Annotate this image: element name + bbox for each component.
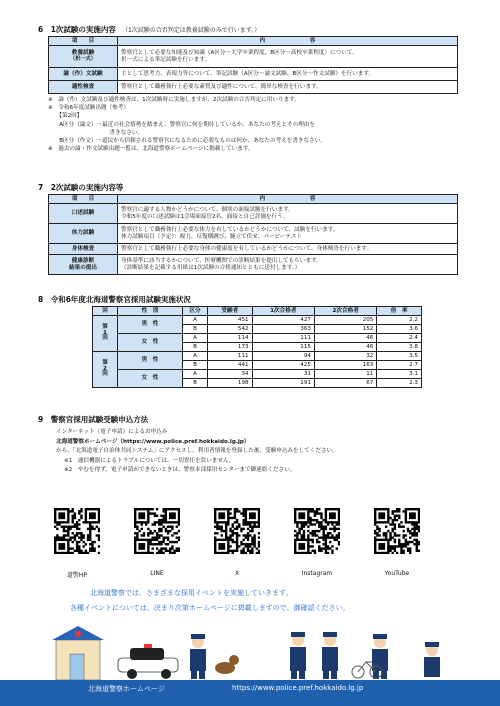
table-header: 1次合格者 <box>252 307 314 316</box>
table-row-label: 身体検査 <box>49 244 118 255</box>
table-row: B 173 115 46 3.8 <box>93 343 422 352</box>
table-row-label: 体力試験 <box>49 224 118 244</box>
qr-code-instagram[interactable] <box>294 508 340 554</box>
section-6-notes: ※ 論（作）文試験及び適性検査は、1次試験時に実施しますが、2次試験の合否判定に用いります。 ※ 令和6年度試験出題（参考） 【第2回】 A区分（論文）～最近の社会情勢を踏まえ、警察官に何を期待しているか、あなたの考えとその理由を 書きなさい。 B区分（作文）～道民から信頼される警察官になるために必要なものは何か、あなたの考えを書きなさい。 ※ 過去の論・作文試験出題一覧は、北海道警察ホームページに掲載しています。 <box>48 97 326 153</box>
qr-code-x[interactable] <box>214 508 260 554</box>
footer-bar <box>0 680 500 706</box>
table-row-text: 警察官として必要な知能及び知識（A区分～大学卒業程度、B区分～高校卒業程度）について、 択一式による筆記試験を行います。 <box>118 46 458 68</box>
table-row: 女 性 A 34 31 11 3.1 <box>93 370 422 379</box>
table-header: 項 目 <box>49 37 118 46</box>
officer-icons <box>190 632 440 679</box>
table-row-text: 警察官として職務執行上必要な素質及び適性について、簡単な検査を行います。 <box>118 81 458 94</box>
table-header: 回 <box>93 307 118 316</box>
table-row-label: 口述試験 <box>49 204 118 224</box>
table-row-text: 警察官として職務執行上必要な体力を有しているかどうかについて、試験を行います。 体力試験項目（予定）：握力、反復横跳び、腕立て伏せ、バーピーテスト <box>118 224 458 244</box>
police-box-icon <box>52 626 104 680</box>
table-header: 区分 <box>183 307 208 316</box>
table-header: 受験者 <box>208 307 253 316</box>
table-header: 倍 率 <box>377 307 422 316</box>
table-row: 第 2 回 男 性 A 111 94 32 3.5 <box>93 352 422 361</box>
table-header: 性 別 <box>118 307 183 316</box>
table-row-label: 論（作）文試験 <box>49 68 118 81</box>
table-header: 内 容 <box>118 37 458 46</box>
homepage-link[interactable]: 北海道警察ホームページ（https://www.police.pref.hokkaido.lg.jp） <box>56 438 250 445</box>
qr-caption: YouTube <box>384 570 410 577</box>
section-6-table <box>48 36 458 94</box>
table-header: 項 目 <box>49 195 118 204</box>
table-row: 第 1 回 男 性 A 451 427 205 2.2 <box>93 316 422 325</box>
table-row-label: 教養試験 （択一式） <box>49 46 118 68</box>
promo-line-1: 北海道警察では、さまざまな採用イベントを実施していきます。 <box>90 589 293 597</box>
section-8-title: 8 令和6年度北海道警察官採用試験実施状況 <box>38 295 191 304</box>
section-8-table <box>92 306 422 388</box>
qr-caption: Instagram <box>301 570 333 577</box>
qr-caption: X <box>234 570 240 577</box>
table-row-label: 適性検査 <box>49 81 118 94</box>
qr-code-line[interactable] <box>134 508 180 554</box>
table-row-label: 健康診断 結果の提出 <box>49 255 118 275</box>
section-9-title: 9 警察官採用試験受験申込方法 <box>38 415 149 424</box>
table-header: 2次合格者 <box>314 307 376 316</box>
table-row: B 542 363 152 3.6 <box>93 325 422 334</box>
section-7-title: 7 2次試験の実施内容等 <box>38 183 124 192</box>
section-7-table <box>48 194 458 275</box>
section-9-body: インターネット（電子申請）によるお申込み 北海道警察ホームページ（https://www.police.pref.hokkaido.lg.jp） から、「北海道電子自治体共同システム」にアクセスし、利用者情報を登録した後、受験申込みをしてください。 ※1 通信機器によるトラブルについては、一切責任を負いません。 ※2 やむを得ず、電子申請ができないときは、警察本部採用センターまで御連絡ください。 <box>56 429 338 473</box>
table-header: 内 容 <box>118 195 458 204</box>
table-row: B 441 425 163 2.7 <box>93 361 422 370</box>
qr-caption: LINE <box>150 570 164 577</box>
promo-line-2: 各種イベントについては、決まり次第ホームページに掲載しますので、御確認ください。 <box>70 604 350 612</box>
table-row-text: 警察官として職務執行上必要な身体の健康度を有しているかどうかについて、身体検査を行います。 <box>118 244 458 255</box>
footer-url-link[interactable]: https://www.police.pref.hokkaido.lg.jp <box>232 684 364 692</box>
qr-code-hp[interactable] <box>54 508 100 554</box>
table-row-text: 警察官に適する人物かどうかについて、個別の面接試験を行います。 令和5年度の口述試験は1会場面接官2名、面接と自己評価を行う。 <box>118 204 458 224</box>
table-row: 女 性 A 114 111 46 2.4 <box>93 334 422 343</box>
police-illustration <box>40 620 460 680</box>
table-row-text: 主として思考力、表現力等について、筆記試験（A区分～論文試験、B区分～作文試験）を行います。 <box>118 68 458 81</box>
table-row-text: 身体基準に該当するかについて、医療機関での診断結果を提出してもらいます。 （診断結果を記載する用紙は1次試験の合格通知とともに送付します。） <box>118 255 458 275</box>
table-row: B 198 191 67 2.3 <box>93 379 422 388</box>
footer-site-name: 北海道警察ホームページ <box>88 685 165 693</box>
section-6-title: 6 1次試験の実施内容 （1次試験の合否判定は教養試験のみで行います。） <box>38 25 261 34</box>
qr-caption: 道警HP <box>66 572 88 579</box>
qr-code-youtube[interactable] <box>374 508 420 554</box>
patrol-car-icon <box>118 644 178 679</box>
section-6-note: （1次試験の合否判定は教養試験のみで行います。） <box>121 27 261 34</box>
